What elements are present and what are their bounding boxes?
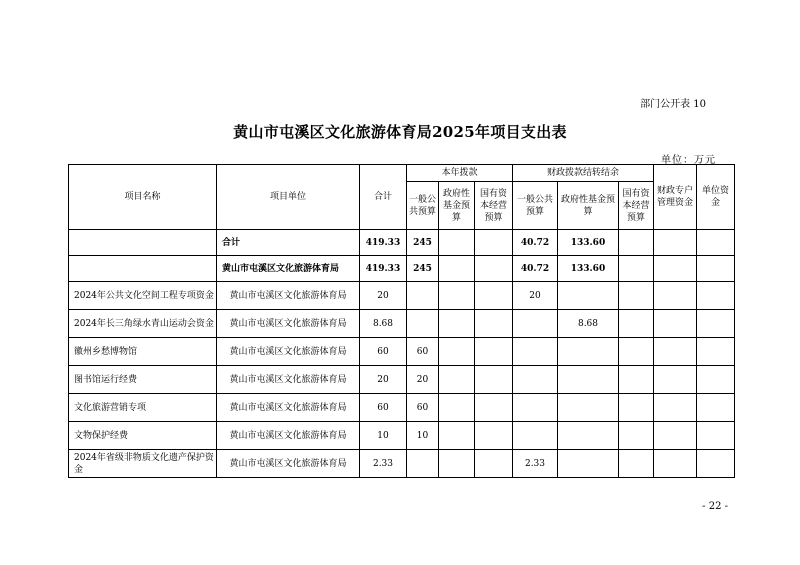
cell-carry-state-capital <box>619 282 654 310</box>
cell-general-public: 20 <box>407 366 439 394</box>
cell-total: 10 <box>360 422 407 450</box>
cell-gov-fund <box>439 256 475 282</box>
cell-state-capital <box>475 366 513 394</box>
cell-carry-gov-fund <box>558 366 619 394</box>
page-number: - 22 - <box>702 501 728 512</box>
cell-project-unit: 黄山市屯溪区文化旅游体育局 <box>217 422 360 450</box>
cell-project-name: 2024年省级非物质文化遗产保护资金 <box>69 450 217 478</box>
cell-general-public <box>407 450 439 478</box>
cell-carry-general: 2.33 <box>513 450 558 478</box>
cell-project-unit: 黄山市屯溪区文化旅游体育局 <box>217 282 360 310</box>
cell-carry-general <box>513 394 558 422</box>
cell-general-public: 60 <box>407 338 439 366</box>
cell-carry-gov-fund <box>558 422 619 450</box>
cell-project-name: 文化旅游营销专项 <box>69 394 217 422</box>
cell-special-mgmt <box>654 450 697 478</box>
cell-state-capital <box>475 338 513 366</box>
table-row <box>69 338 735 366</box>
table-body <box>69 230 735 478</box>
cell-project-name: 2024年公共文化空间工程专项资金 <box>69 282 217 310</box>
cell-carry-general <box>513 422 558 450</box>
cell-carry-general <box>513 338 558 366</box>
project-expenditure-table <box>68 164 735 478</box>
header-state-capital: 国有资本经营预算 <box>475 182 513 230</box>
cell-special-mgmt <box>654 338 697 366</box>
cell-carry-gov-fund <box>558 394 619 422</box>
cell-unit-funds <box>697 256 735 282</box>
cell-special-mgmt <box>654 394 697 422</box>
cell-general-public: 245 <box>407 256 439 282</box>
cell-project-unit: 黄山市屯溪区文化旅游体育局 <box>217 450 360 478</box>
header-total: 合计 <box>360 165 407 230</box>
cell-special-mgmt <box>654 366 697 394</box>
header-project-name: 项目名称 <box>69 165 217 230</box>
table-row <box>69 230 735 256</box>
header-carry-state-capital: 国有资本经营预算 <box>619 182 654 230</box>
cell-project-name: 图书馆运行经费 <box>69 366 217 394</box>
cell-carry-gov-fund <box>558 282 619 310</box>
cell-unit-funds <box>697 366 735 394</box>
cell-unit-funds <box>697 282 735 310</box>
cell-carry-gov-fund: 8.68 <box>558 310 619 338</box>
header-carryover: 财政拨款结转结余 <box>513 165 654 182</box>
cell-state-capital <box>475 394 513 422</box>
cell-project-unit: 黄山市屯溪区文化旅游体育局 <box>217 366 360 394</box>
header-unit-funds: 单位资金 <box>697 165 735 230</box>
cell-project-name <box>69 230 217 256</box>
cell-carry-state-capital <box>619 422 654 450</box>
cell-state-capital <box>475 256 513 282</box>
cell-gov-fund <box>439 394 475 422</box>
cell-carry-state-capital <box>619 256 654 282</box>
cell-project-unit: 黄山市屯溪区文化旅游体育局 <box>217 394 360 422</box>
cell-special-mgmt <box>654 310 697 338</box>
cell-special-mgmt <box>654 422 697 450</box>
header-carry-general: 一般公共预算 <box>513 182 558 230</box>
cell-project-unit: 黄山市屯溪区文化旅游体育局 <box>217 338 360 366</box>
cell-carry-state-capital <box>619 450 654 478</box>
cell-gov-fund <box>439 230 475 256</box>
table-row <box>69 422 735 450</box>
cell-gov-fund <box>439 422 475 450</box>
cell-state-capital <box>475 422 513 450</box>
cell-unit-funds <box>697 394 735 422</box>
cell-project-unit: 黄山市屯溪区文化旅游体育局 <box>217 256 360 282</box>
header-gov-fund: 政府性基金预算 <box>439 182 475 230</box>
cell-total: 20 <box>360 366 407 394</box>
cell-carry-general: 20 <box>513 282 558 310</box>
cell-total: 419.33 <box>360 230 407 256</box>
cell-carry-state-capital <box>619 338 654 366</box>
cell-total: 8.68 <box>360 310 407 338</box>
cell-unit-funds <box>697 422 735 450</box>
cell-project-unit: 黄山市屯溪区文化旅游体育局 <box>217 310 360 338</box>
cell-unit-funds <box>697 310 735 338</box>
cell-general-public: 60 <box>407 394 439 422</box>
cell-total: 60 <box>360 338 407 366</box>
cell-unit-funds <box>697 338 735 366</box>
cell-state-capital <box>475 310 513 338</box>
dept-table-number: 部门公开表 10 <box>640 99 706 110</box>
cell-total: 2.33 <box>360 450 407 478</box>
cell-total: 419.33 <box>360 256 407 282</box>
page-title: 黄山市屯溪区文化旅游体育局2025年项目支出表 <box>233 123 567 141</box>
table-row <box>69 282 735 310</box>
header-current-year: 本年拨款 <box>407 165 513 182</box>
cell-gov-fund <box>439 366 475 394</box>
cell-general-public <box>407 282 439 310</box>
cell-unit-funds <box>697 450 735 478</box>
cell-total: 60 <box>360 394 407 422</box>
cell-carry-gov-fund <box>558 450 619 478</box>
cell-gov-fund <box>439 450 475 478</box>
cell-gov-fund <box>439 338 475 366</box>
cell-project-name: 徽州乡愁博物馆 <box>69 338 217 366</box>
unit-label: 单位：万元 <box>661 155 716 166</box>
cell-state-capital <box>475 230 513 256</box>
cell-state-capital <box>475 282 513 310</box>
header-project-unit: 项目单位 <box>217 165 360 230</box>
cell-project-name: 文物保护经费 <box>69 422 217 450</box>
cell-carry-gov-fund <box>558 338 619 366</box>
cell-special-mgmt <box>654 282 697 310</box>
header-row-1 <box>69 165 735 182</box>
cell-carry-general: 40.72 <box>513 230 558 256</box>
header-special-mgmt: 财政专户管理资金 <box>654 165 697 230</box>
cell-carry-state-capital <box>619 366 654 394</box>
cell-special-mgmt <box>654 256 697 282</box>
cell-carry-gov-fund: 133.60 <box>558 230 619 256</box>
table-row <box>69 394 735 422</box>
cell-carry-general <box>513 310 558 338</box>
cell-special-mgmt <box>654 230 697 256</box>
cell-gov-fund <box>439 310 475 338</box>
cell-carry-state-capital <box>619 310 654 338</box>
cell-carry-general: 40.72 <box>513 256 558 282</box>
table-row <box>69 366 735 394</box>
table-row <box>69 256 735 282</box>
cell-carry-general <box>513 366 558 394</box>
cell-unit-funds <box>697 230 735 256</box>
cell-carry-state-capital <box>619 394 654 422</box>
table-row <box>69 310 735 338</box>
cell-project-unit: 合计 <box>217 230 360 256</box>
cell-total: 20 <box>360 282 407 310</box>
cell-general-public: 10 <box>407 422 439 450</box>
header-carry-gov-fund: 政府性基金预算 <box>558 182 619 230</box>
cell-carry-state-capital <box>619 230 654 256</box>
cell-gov-fund <box>439 282 475 310</box>
cell-project-name: 2024年长三角绿水青山运动会资金 <box>69 310 217 338</box>
cell-carry-gov-fund: 133.60 <box>558 256 619 282</box>
cell-general-public: 245 <box>407 230 439 256</box>
table-row <box>69 450 735 478</box>
cell-general-public <box>407 310 439 338</box>
cell-project-name <box>69 256 217 282</box>
cell-state-capital <box>475 450 513 478</box>
header-general-public: 一般公共预算 <box>407 182 439 230</box>
